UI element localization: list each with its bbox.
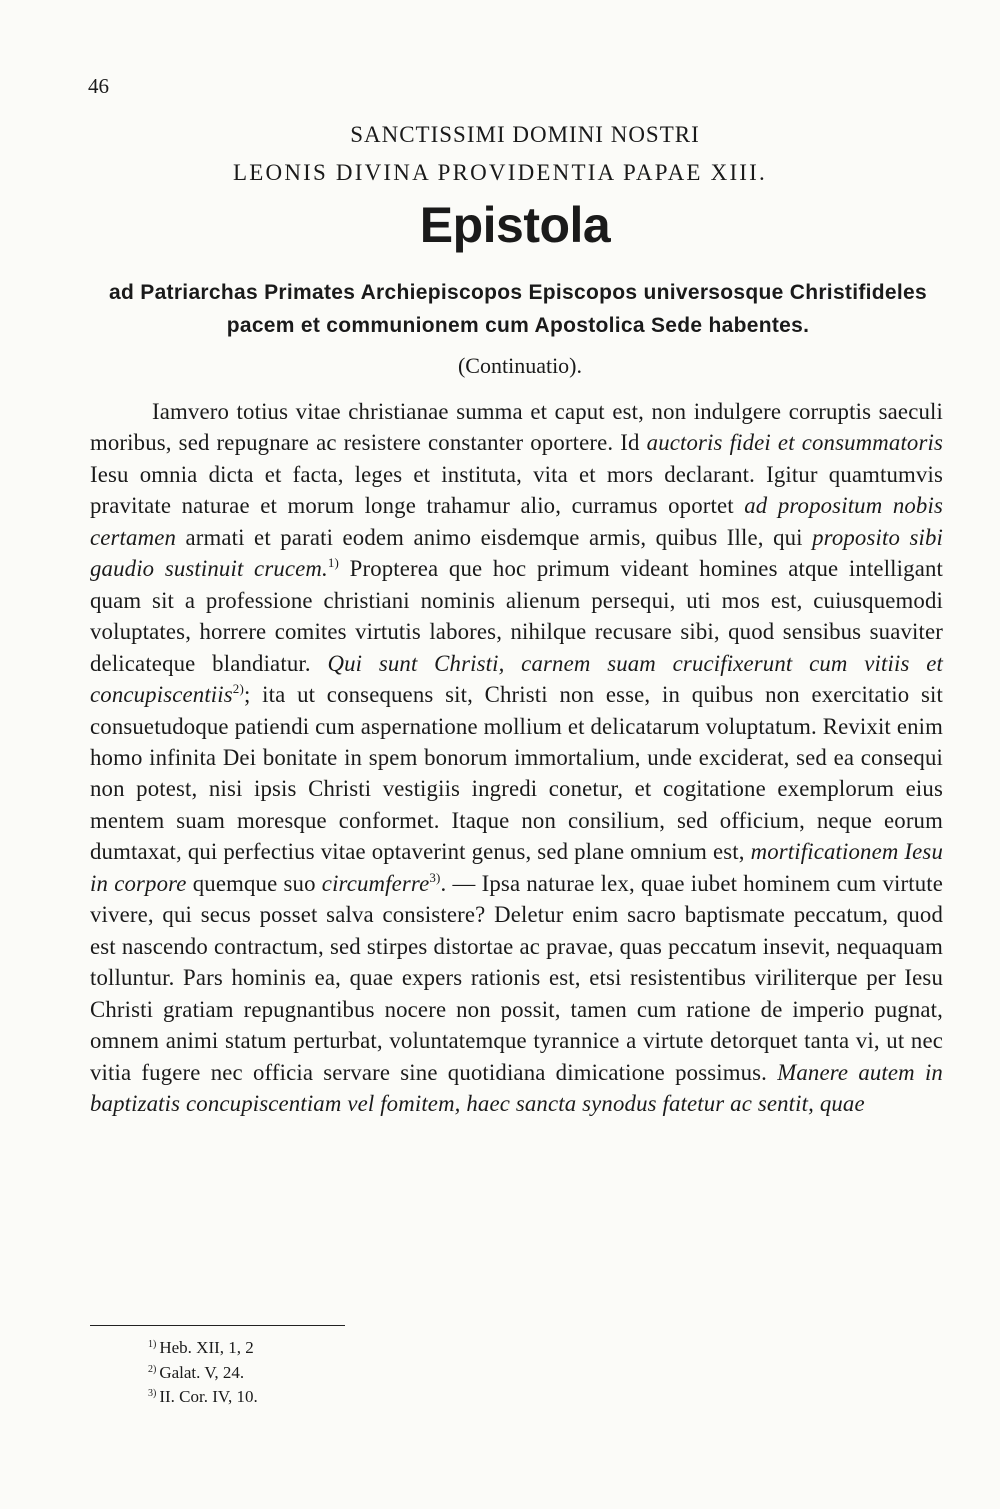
text-run: ; ita ut consequens sit, Christi non esse, in quibus non exercitatio sit consuetudoque patiendi cum aspernatione mollium et delicatarum voluptatum. Revixit enim homo infinita Dei bonitate in spem bonorum immortalium, unde exciderat, sed ea consequi non potest, nisi ipsis Christi vestigiis ingredi conetur, et cogitatione exemplorum eius mentem suam moresque conformet. Itaque non consilium, sed officium, neque eorum dumtaxat, qui perfectius vitae optaverint genus, sed plane omnium est,: [90, 682, 943, 865]
footnote-mark: 3): [148, 1388, 157, 1399]
italic-run: Manere autem in baptizatis concupiscentiam vel fomitem, haec sancta synodus fatetur ac sentit, quae: [90, 1059, 943, 1116]
footnote-1: [148, 1336, 258, 1361]
header-line-2: LEONIS DIVINA PROVIDENTIA PAPAE XIII.: [233, 160, 767, 185]
page-title: Epistola: [419, 197, 611, 253]
italic-run: Qui sunt Christi, carnem suam crucifixerunt cum vitiis et concupiscentiis: [90, 650, 943, 708]
body-paragraph: [90, 396, 943, 1119]
footnote-ref-3: 3): [429, 869, 441, 885]
italic-run: ad propositum nobis certamen: [90, 493, 943, 550]
footnote-ref-1: 1): [327, 555, 340, 571]
text-run: armati et parati eodem animo eisdemque armis, quibus Ille, qui: [176, 524, 813, 550]
footnotes: [148, 1336, 258, 1410]
text-run: quemque suo: [186, 870, 322, 896]
text-run: Iesu omnia dicta et facta, leges et instituta, vita et mors declarant. Igitur quamtumvis pravitate naturae et morum longe trahamur alio, curramus oportet: [90, 461, 943, 519]
header-line-1: SANCTISSIMI DOMINI NOSTRI: [350, 122, 700, 147]
italic-run: circumferre: [321, 870, 430, 896]
footnote-text: Heb. XII, 1, 2: [159, 1338, 254, 1357]
footnote-mark: 2): [148, 1363, 157, 1375]
footnote-2: [148, 1361, 258, 1386]
continuatio-label: (Continuatio).: [457, 353, 583, 378]
footnote-ref-2: 2): [232, 681, 244, 697]
page-number: 46: [88, 74, 109, 98]
footnote-mark: 1): [148, 1339, 157, 1350]
italic-run: mortificationem Iesu in corpore: [90, 839, 944, 896]
subtitle: ad Patriarchas Primates Archiepiscopos Episcopos universosque Christifideles pacem et communionem cum Apostolica Sede habentes.: [109, 281, 927, 337]
italic-run: auctoris fidei et consummatoris: [646, 430, 943, 456]
italic-run: proposito sibi gaudio sustinuit crucem.: [90, 524, 944, 582]
text-run: Iamvero totius vitae christianae summa et caput est, non indulgere corruptis saeculi moribus, sed repugnare ac resistere constanter oportere. Id: [90, 399, 943, 456]
footnote-text: Galat. V, 24.: [159, 1362, 245, 1382]
footnote-3: [148, 1385, 258, 1410]
text-run: . — Ipsa naturae lex, quae iubet hominem cum virtute vivere, qui secus posset salva consistere? Deletur enim sacro baptismate peccatum, quod est nascendo contractum, sed stirpes distortae ac pravae, quas peccatum insevit, nequaquam tolluntur. Pars hominis ea, quae expers rationis est, etsi resistentibus viriliterque per Iesu Christi gratiam repugnantibus nocere non possit, tamen cum ratione de imperio pugnat, omnem animi statum perturbat, voluntatemque tyrannice a virtute detorquet tanta vi, ut nec vitia fugere nec officia servare sine quotidiana dimicatione possimus.: [90, 870, 943, 1085]
footnote-text: II. Cor. IV, 10.: [159, 1387, 258, 1406]
footnote-rule: [90, 1325, 345, 1326]
text-run: Propterea que hoc primum videant homines atque intelligant quam sit a professione christiani nominis alienum persequi, uti mos est, cuiusquemodi voluptates, horrere comites virtutis labores, nihilque recusare sibi, quod sensibus suaviter delicateque blandiatur.: [90, 556, 943, 676]
